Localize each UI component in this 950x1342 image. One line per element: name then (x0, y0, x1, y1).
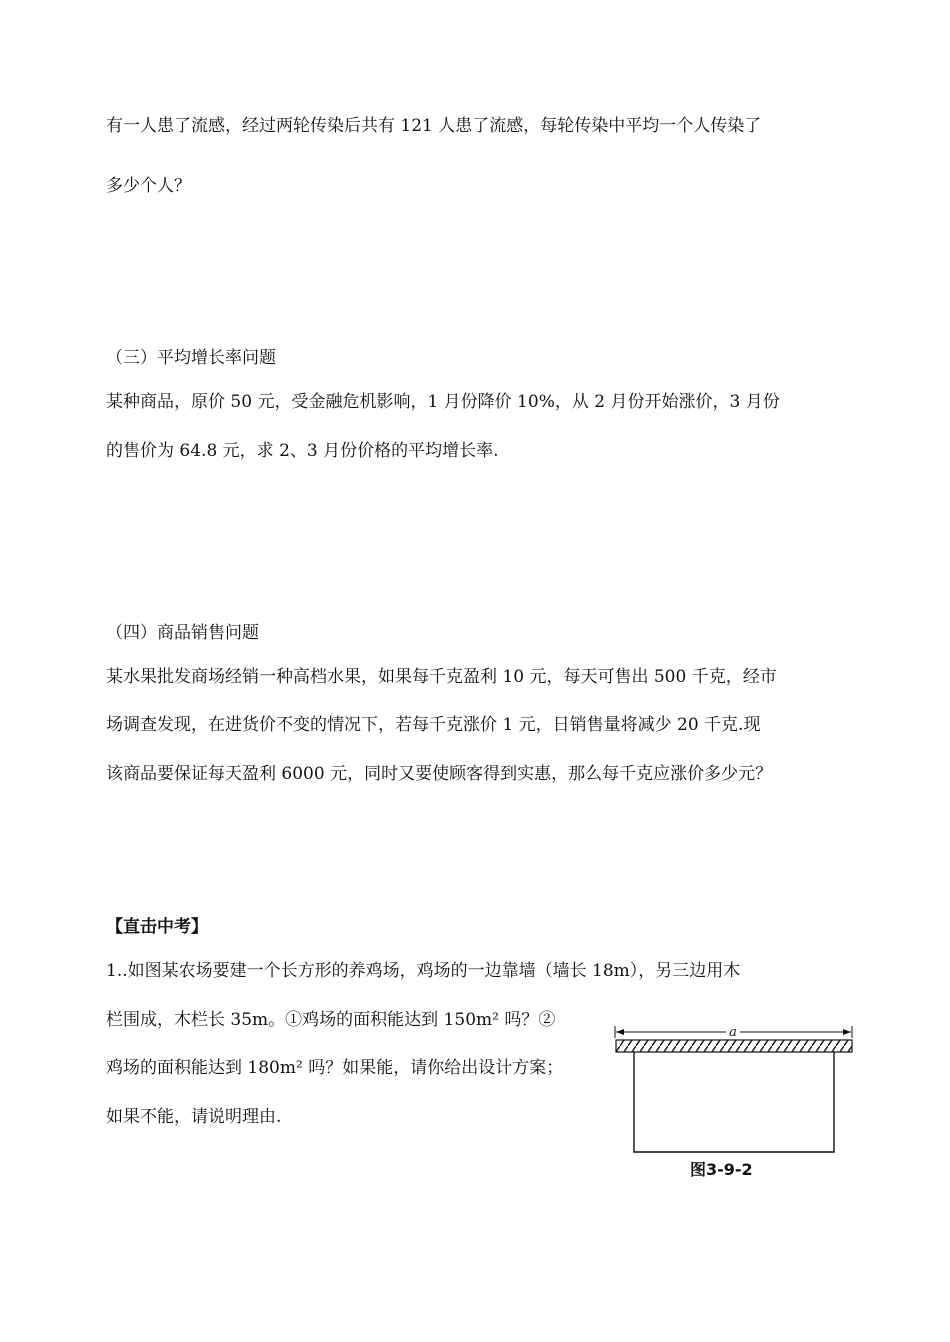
section-3-heading: （三）平均增长率问题 (106, 348, 276, 368)
section-3-line-2: 的售价为 64.8 元，求 2、3 月份价格的平均增长率. (106, 441, 499, 461)
zhiji-line-3: 鸡场的面积能达到 180m² 吗？如果能，请你给出设计方案； (106, 1058, 564, 1078)
section-4-line-3: 该商品要保证每天盈利 6000 元，同时又要使顾客得到实惠，那么每千克应涨价多少元？ (106, 764, 773, 784)
flu-problem-line-2: 多少个人？ (106, 176, 191, 196)
section-3-line-1: 某种商品，原价 50 元，受金融危机影响，1 月份降价 10%，从 2 月份开始涨价，3 月份 (106, 392, 780, 412)
section-4-line-1: 某水果批发商场经销一种高档水果，如果每千克盈利 10 元，每天可售出 500 千克，经市 (106, 667, 777, 687)
figure-caption: 图3-9-2 (690, 1160, 753, 1179)
section-4-heading: （四）商品销售问题 (106, 623, 259, 643)
dimension-arrow-right (843, 1029, 851, 1035)
dimension-label-a: a (729, 1025, 737, 1040)
dimension-arrow-left (616, 1029, 624, 1035)
chicken-farm-diagram (612, 1022, 864, 1157)
fence-outline (634, 1052, 834, 1152)
section-4-line-2: 场调查发现，在进货价不变的情况下，若每千克涨价 1 元，日销售量将减少 20 千克.现 (106, 715, 761, 735)
flu-problem-line-1: 有一人患了流感，经过两轮传染后共有 121 人患了流感，每轮传染中平均一个人传染了 (106, 116, 762, 136)
wall-hatched (616, 1040, 852, 1052)
zhiji-line-4: 如果不能，请说明理由. (106, 1107, 282, 1127)
zhiji-heading: 【直击中考】 (106, 917, 208, 937)
zhiji-line-2: 栏围成，木栏长 35m。①鸡场的面积能达到 150m² 吗？② (106, 1010, 556, 1030)
zhiji-line-1: 1..如图某农场要建一个长方形的养鸡场，鸡场的一边靠墙（墙长 18m），另三边用木 (106, 961, 741, 981)
